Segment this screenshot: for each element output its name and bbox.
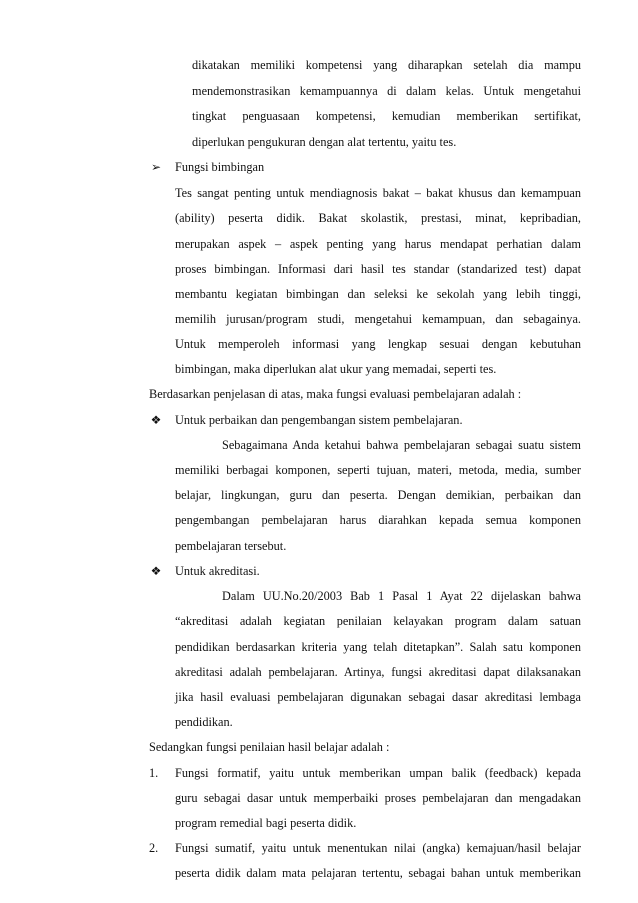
section-intro: Sedangkan fungsi penilaian hasil belajar adalah : — [149, 740, 390, 754]
bullet-title: Untuk akreditasi. — [175, 564, 260, 578]
arrow-bullet-icon: ➢ — [150, 160, 162, 174]
diamond-bullet-icon: ❖ — [150, 413, 162, 427]
paragraph-line: peserta didik dalam mata pelajaran tertentu, sebagai bahan untuk memberikan — [175, 866, 581, 880]
section-intro: Berdasarkan penjelasan di atas, maka fungsi evaluasi pembelajaran adalah : — [149, 387, 522, 401]
paragraph-line: Dalam UU.No.20/2003 Bab 1 Pasal 1 Ayat 22 dijelaskan bahwa — [222, 589, 581, 603]
paragraph-line: pendidikan berdasarkan kriteria yang telah ditetapkan”. Salah satu komponen — [175, 640, 581, 654]
paragraph-line: “akreditasi adalah kegiatan penilaian kelayakan program dalam satuan — [175, 614, 581, 628]
paragraph-line: Fungsi sumatif, yaitu untuk menentukan nilai (angka) kemajuan/hasil belajar — [175, 841, 581, 855]
paragraph-line: akreditasi adalah pembelajaran. Artinya, fungsi akreditasi dapat dilaksanakan — [175, 665, 581, 679]
paragraph-line: bimbingan, maka diperlukan alat ukur yang memadai, seperti tes. — [175, 362, 497, 376]
paragraph-line: merupakan aspek – aspek penting yang harus mendapat perhatian dalam — [175, 237, 581, 251]
paragraph-line: guru sebagai dasar untuk memperbaiki proses pembelajaran dan mengadakan — [175, 791, 581, 805]
paragraph-line: proses bimbingan. Informasi dari hasil tes standar (standarized test) dapat — [175, 262, 581, 276]
paragraph-line: pembelajaran tersebut. — [175, 539, 287, 553]
bullet-title: Untuk perbaikan dan pengembangan sistem pembelajaran. — [175, 413, 463, 427]
diamond-bullet-icon: ❖ — [150, 564, 162, 578]
bullet-title: Fungsi bimbingan — [175, 160, 265, 174]
paragraph-line: tingkat penguasaan kompetensi, kemudian memberikan sertifikat, — [192, 109, 581, 123]
paragraph-line: Sebagaimana Anda ketahui bahwa pembelajaran sebagai suatu sistem — [222, 438, 581, 452]
paragraph-line: dikatakan memiliki kompetensi yang diharapkan setelah dia mampu — [192, 58, 581, 72]
paragraph-line: Tes sangat penting untuk mendiagnosis bakat – bakat khusus dan kemampuan — [175, 186, 581, 200]
paragraph-line: pendidikan. — [175, 715, 233, 729]
paragraph-line: mendemonstrasikan kemampuannya di dalam kelas. Untuk mengetahui — [192, 84, 581, 98]
paragraph-line: program remedial bagi peserta didik. — [175, 816, 357, 830]
paragraph-line: memilih jurusan/program studi, mengetahui kemampuan, dan sebagainya. — [175, 312, 581, 326]
paragraph-line: Fungsi formatif, yaitu untuk memberikan umpan balik (feedback) kepada — [175, 766, 581, 780]
paragraph-line: Untuk memperoleh informasi yang lengkap sesuai dengan kebutuhan — [175, 337, 581, 351]
paragraph-line: pengembangan pembelajaran harus diarahkan kepada semua komponen — [175, 513, 581, 527]
paragraph-line: (ability) peserta didik. Bakat skolastik, prestasi, minat, kepribadian, — [175, 211, 581, 225]
paragraph-line: jika hasil evaluasi pembelajaran digunakan sebagai dasar akreditasi lembaga — [175, 690, 581, 704]
list-number: 2. — [149, 841, 159, 855]
paragraph-line: diperlukan pengukuran dengan alat tertentu, yaitu tes. — [192, 135, 457, 149]
paragraph-line: membantu kegiatan bimbingan dan seleksi ke sekolah yang lebih tinggi, — [175, 287, 581, 301]
paragraph-line: belajar, lingkungan, guru dan peserta. Dengan demikian, perbaikan dan — [175, 488, 581, 502]
list-number: 1. — [149, 766, 159, 780]
paragraph-line: memiliki berbagai komponen, seperti tujuan, materi, metoda, media, sumber — [175, 463, 581, 477]
